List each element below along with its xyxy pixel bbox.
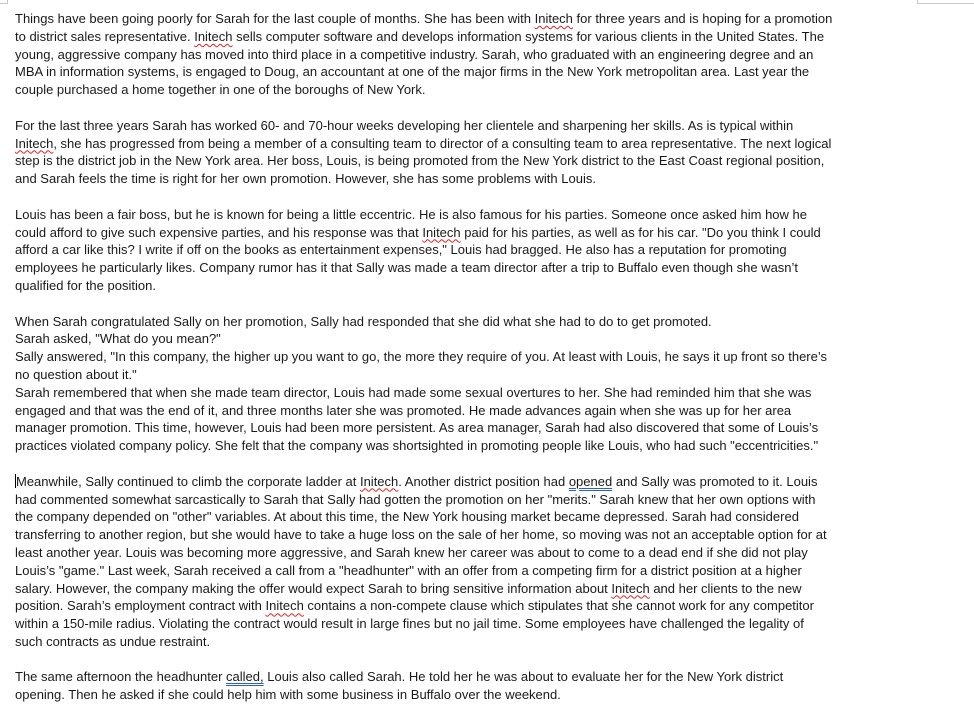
text-run: afford a car like this? I write if off on the books as entertainment expenses," Louis had bragged. He also has a reputation for promoting xyxy=(15,242,787,258)
text-run: Sally answered, "In this company, the higher up you want to go, the more they require of you. At least with Louis, he says it up front so there’s xyxy=(15,349,828,365)
text-run: Things have been going poorly for Sarah for the last couple of months. She has been with xyxy=(15,11,535,26)
text-run: practices violated company policy. She felt that the company was shortsighted in promoting people like Louis, who had such "eccentricities." xyxy=(15,438,819,454)
text-run: sells computer software and develops information systems for various clients in the United States. The xyxy=(232,28,825,44)
text-line xyxy=(15,402,920,420)
text-line xyxy=(15,152,920,170)
text-run: no question about it." xyxy=(15,366,137,382)
grammar-flagged-word: called, xyxy=(226,669,264,685)
text-run: within a 150-mile radius. Violating the contract would result in large fines but no jail time. Some employees have challenged the legality of xyxy=(15,616,804,632)
paragraph[interactable] xyxy=(15,117,920,188)
text-run: salary. However, the company making the offer would expect Sarah to bring sensitive information about xyxy=(15,580,612,596)
text-line xyxy=(15,526,920,544)
document-body[interactable] xyxy=(15,10,920,722)
text-line xyxy=(15,580,920,598)
text-line xyxy=(15,241,920,259)
text-run: Sarah asked, "What do you mean?" xyxy=(15,331,221,347)
margin-corner-mark-right xyxy=(917,0,974,4)
text-run: could afford to give such expensive parties, and his response was that xyxy=(15,224,423,240)
grammar-flagged-word: opened xyxy=(568,473,613,489)
text-line xyxy=(15,366,920,384)
text-run: couple purchased a home together in one of the boroughs of New York. xyxy=(15,82,426,98)
text-line xyxy=(15,491,920,509)
spelling-flagged-word: Initech xyxy=(534,11,573,26)
text-line xyxy=(15,206,920,224)
paragraph[interactable] xyxy=(15,668,920,704)
text-line xyxy=(15,63,920,81)
text-run: Sarah remembered that when she made team director, Louis had made some sexual overtures to her. She had reminded him that she was xyxy=(15,384,812,400)
text-run: transferring to another region, but she would have to take a huge loss on the sale of her home, so moving was not an acceptable option for at xyxy=(15,527,827,543)
text-run: and her clients to the new xyxy=(649,580,802,596)
text-line xyxy=(15,544,920,562)
text-line xyxy=(15,277,920,295)
text-line xyxy=(15,562,920,580)
text-run: opening. Then he asked if she could help him with some business in Buffalo over the weekend. xyxy=(15,687,561,703)
text-line xyxy=(15,419,920,437)
spelling-flagged-word: Initech xyxy=(265,598,304,614)
text-run: position. Sarah’s employment contract with xyxy=(15,598,266,614)
spelling-flagged-word: Initech xyxy=(422,224,461,240)
text-run: and Sarah feels the time is right for her own promotion. However, she has some problems with Louis. xyxy=(15,171,596,187)
text-run: to district sales representative. xyxy=(15,28,195,44)
text-run: engaged and that was the end of it, and three months later she was promoted. He made advances again when she was up for her area xyxy=(15,402,792,418)
text-line xyxy=(15,384,920,402)
paragraph[interactable] xyxy=(15,473,920,651)
text-line xyxy=(15,686,920,704)
paragraph[interactable] xyxy=(15,313,920,455)
text-line xyxy=(15,313,920,331)
text-run: MBA in information systems, is engaged to Doug, an accountant at one of the major firms in the New York metropolitan area. Last year the xyxy=(15,64,810,80)
text-run: young, aggressive company has moved into third place in a competitive industry. Sarah, who graduated with an engineering degree and an xyxy=(15,46,814,62)
text-line xyxy=(15,10,920,28)
text-run: such contracts as undue restraint. xyxy=(15,633,211,649)
text-line xyxy=(15,348,920,366)
text-run: employees he particularly likes. Company rumor has it that Sally was made a team director after a trip to Buffalo even though she wasn’t xyxy=(15,260,799,276)
text-run: Louis has been a fair boss, but he is known for being a little eccentric. He is also famous for his parties. Someone once asked him how he xyxy=(15,206,807,222)
paragraph[interactable] xyxy=(15,10,920,99)
spelling-flagged-word: Initech xyxy=(359,473,399,489)
paragraph[interactable] xyxy=(15,206,920,295)
text-line xyxy=(15,508,920,526)
text-run: manager promotion. This time, however, Louis had been more persistent. As area manager, Sarah had also discovered that some of Louis’s xyxy=(15,420,819,436)
text-line xyxy=(15,170,920,188)
text-run: for three years and is hoping for a promotion xyxy=(572,11,833,26)
text-line xyxy=(15,259,920,277)
text-line xyxy=(15,615,920,633)
text-line xyxy=(15,117,920,135)
text-line xyxy=(15,135,920,153)
text-run: least another year. Louis was becoming more aggressive, and Sarah knew her career was about to come to a dead end if she did not play xyxy=(15,544,808,560)
spelling-flagged-word: Initech xyxy=(15,135,54,151)
text-run: Meanwhile, Sally continued to climb the corporate ladder at xyxy=(16,473,360,489)
text-line xyxy=(15,81,920,99)
text-run: , she has progressed from being a member of a consulting team to director of a consulting team to area representative. The next logical xyxy=(53,135,832,151)
text-run: When Sarah congratulated Sally on her promotion, Sally had responded that she did what she had to do to get promoted. xyxy=(15,313,712,329)
text-line xyxy=(15,633,920,651)
text-run: Louis’s "game." Last week, Sarah received a call from a "headhunter" with an offer from a competing firm for a district position at a higher xyxy=(15,562,802,578)
text-line xyxy=(15,437,920,455)
margin-corner-mark-left xyxy=(0,0,8,4)
spelling-flagged-word: Initech xyxy=(194,28,233,44)
text-line xyxy=(15,597,920,615)
text-line xyxy=(15,28,920,46)
text-run: the company depended on "other" variables. At about this time, the New York housing market became depressed. Sarah had considered xyxy=(15,509,799,525)
text-run: had commented somewhat sarcastically to Sarah that Sally had gotten the promotion on her "merits." Sarah knew that her own options with xyxy=(15,491,816,507)
text-line xyxy=(15,330,920,348)
text-run: step is the district job in the New York area. Her boss, Louis, is being promoted from the New York district to the East Coast regional position, xyxy=(15,153,825,169)
text-line xyxy=(15,46,920,64)
text-run: The same afternoon the headhunter xyxy=(15,669,227,685)
text-run: . Another district position had xyxy=(398,473,569,489)
text-run: For the last three years Sarah has worked 60- and 70-hour weeks developing her clientele and sharpening her skills. As is typical within xyxy=(15,117,794,133)
text-line xyxy=(15,224,920,242)
text-run: paid for his parties, as well as for his car. "Do you think I could xyxy=(460,224,821,240)
text-run: contains a non-compete clause which stipulates that she cannot work for any competitor xyxy=(303,598,814,614)
text-line xyxy=(15,668,920,686)
spelling-flagged-word: Initech xyxy=(611,580,650,596)
text-run: Louis also called Sarah. He told her he was about to evaluate her for the New York district xyxy=(263,669,784,685)
text-run: qualified for the position. xyxy=(15,277,156,293)
text-line xyxy=(15,473,920,491)
text-run: and Sally was promoted to it. Louis xyxy=(612,473,818,489)
